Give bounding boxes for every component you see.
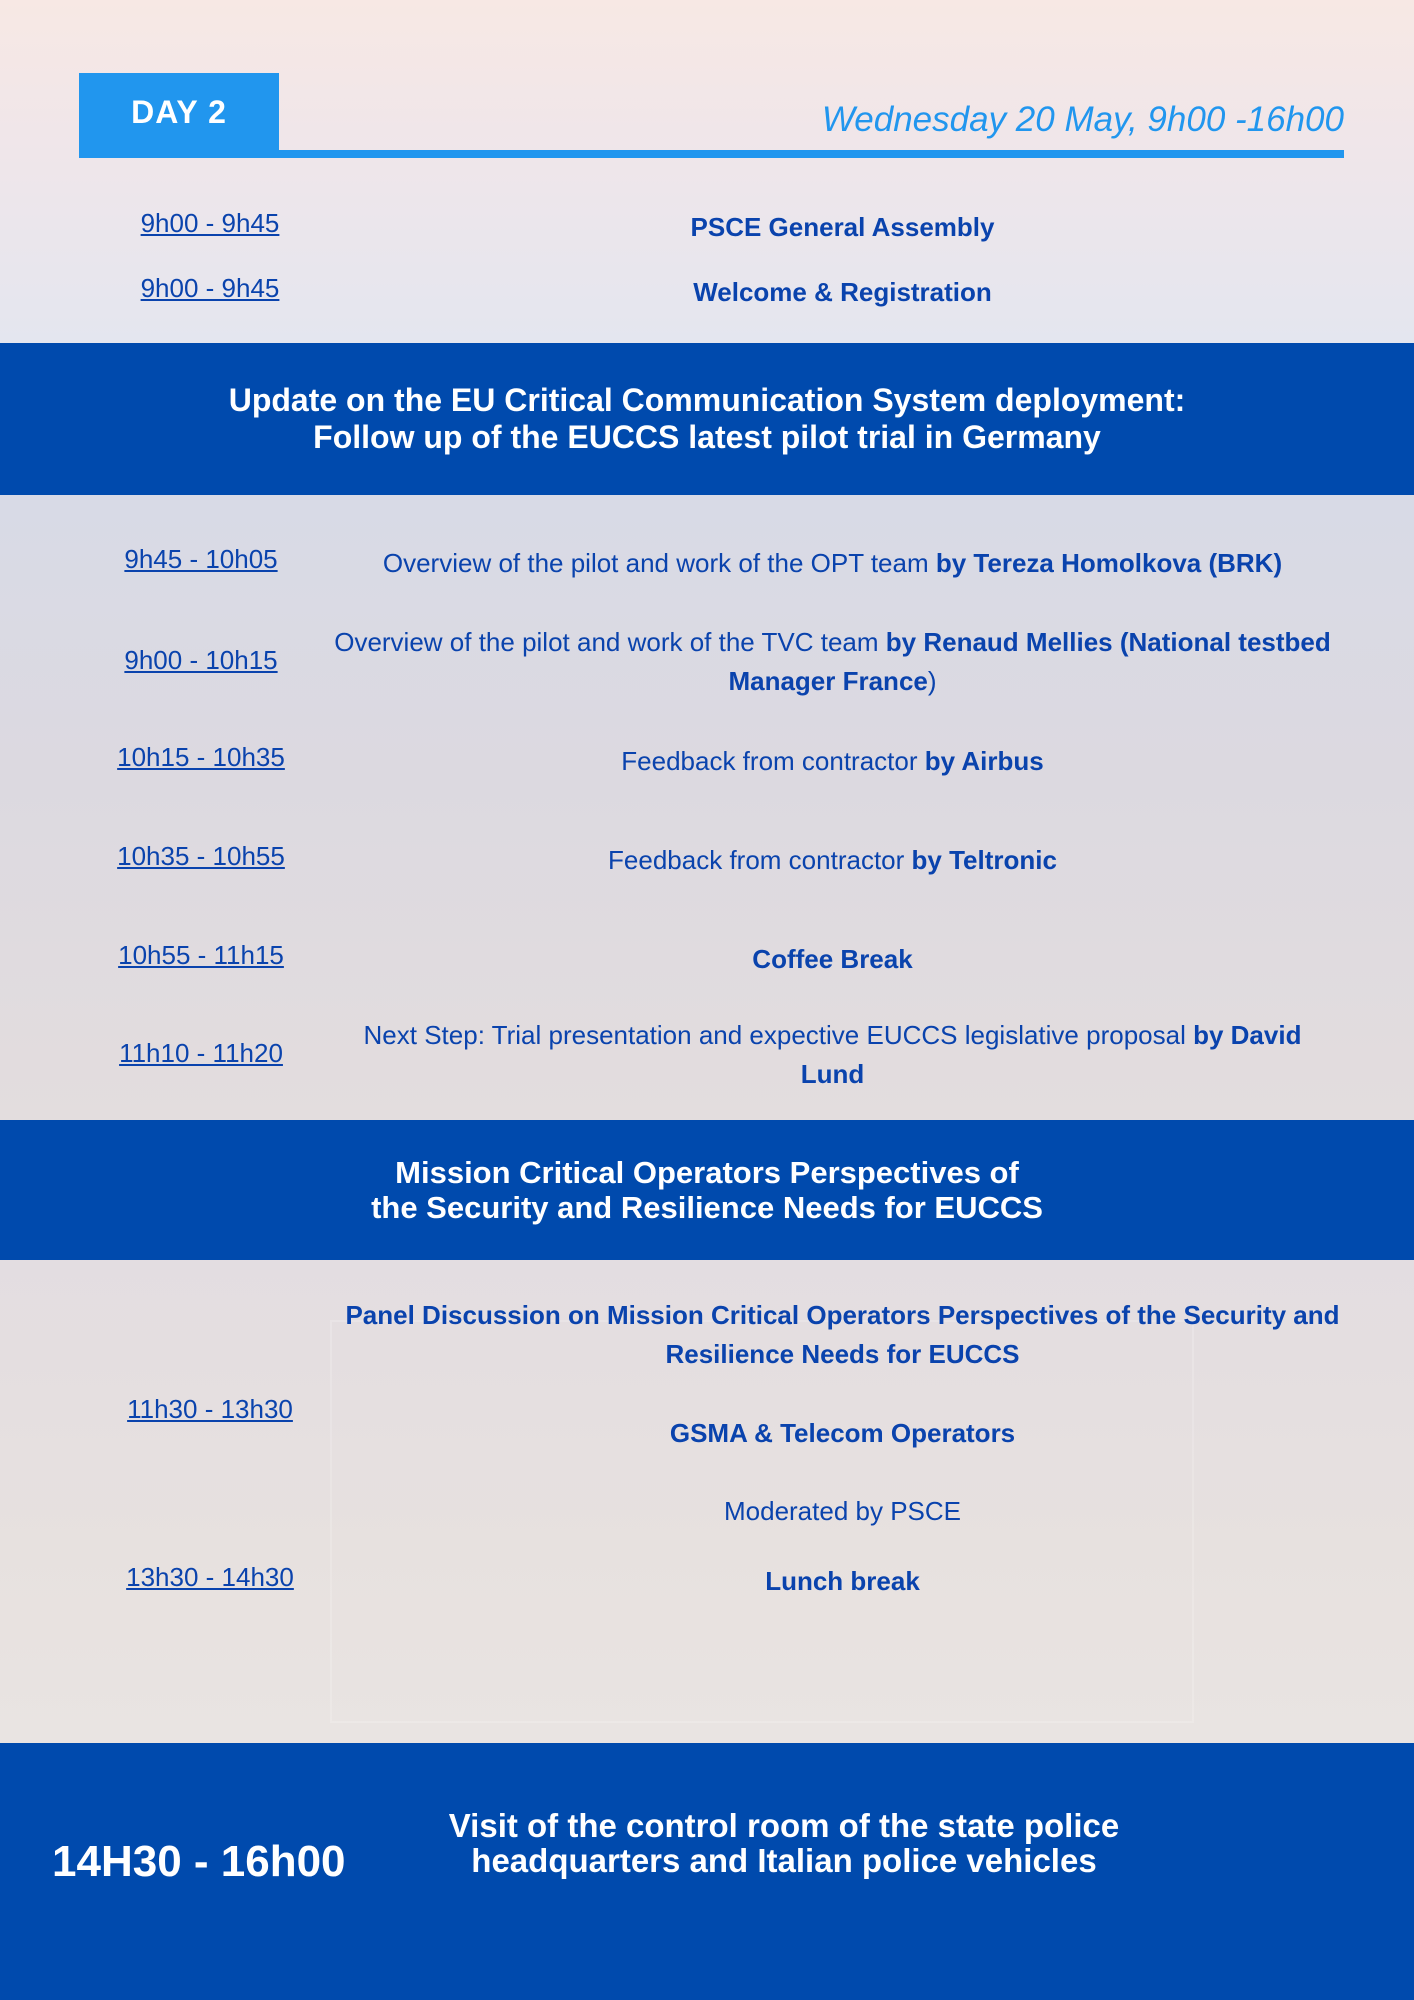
section-title-line: Mission Critical Operators Perspectives of bbox=[395, 1155, 1019, 1190]
time-link[interactable]: 10h55 - 11h15 bbox=[118, 940, 284, 970]
session-title: PSCE General Assembly bbox=[690, 212, 995, 242]
section-title-line: Update on the EU Critical Communication System deployment: bbox=[228, 382, 1186, 418]
agenda-row bbox=[0, 623, 1414, 703]
panel-participants: GSMA & Telecom Operators bbox=[669, 1418, 1016, 1448]
speaker: by Teltronic bbox=[911, 845, 1057, 875]
time-link[interactable]: 9h00 - 10h15 bbox=[124, 645, 278, 675]
speaker: by Tereza Homolkova (BRK) bbox=[935, 548, 1283, 578]
speaker: by Renaud Mellies (National testbed Manager France bbox=[728, 627, 1331, 696]
session-title: Overview of the pilot and work of the TVC team by Renaud Mellies (National testbed Manager France) bbox=[334, 627, 1331, 696]
lunch-break: Lunch break bbox=[765, 1566, 920, 1596]
panel-moderator: Moderated by PSCE bbox=[723, 1496, 961, 1526]
agenda-row bbox=[0, 1562, 1414, 1602]
agenda-row bbox=[0, 273, 1414, 313]
closing-title bbox=[404, 1808, 1164, 1878]
section-banner bbox=[0, 343, 1414, 495]
time-link[interactable]: 9h00 - 9h45 bbox=[140, 273, 280, 303]
day-date: Wednesday 20 May, 9h00 -16h00 bbox=[821, 100, 1344, 139]
closing-time: 14H30 - 16h00 bbox=[52, 1837, 346, 1886]
agenda-row bbox=[0, 841, 1414, 881]
speaker: by David Lund bbox=[800, 1020, 1302, 1089]
time-link[interactable]: 10h15 - 10h35 bbox=[117, 742, 285, 772]
agenda-row bbox=[0, 1016, 1414, 1096]
time-link[interactable]: 9h00 - 9h45 bbox=[140, 208, 280, 238]
section-title-line: the Security and Resilience Needs for EUCCS bbox=[371, 1190, 1043, 1225]
header-divider bbox=[79, 150, 1344, 158]
session-title: Feedback from contractor by Airbus bbox=[621, 746, 1044, 776]
coffee-break: Coffee Break bbox=[752, 944, 913, 974]
section-banner bbox=[0, 1120, 1414, 1260]
section-title-line: Follow up of the EUCCS latest pilot trial in Germany bbox=[313, 419, 1101, 455]
session-title: Overview of the pilot and work of the OPT team by Tereza Homolkova (BRK) bbox=[382, 548, 1283, 578]
session-title bbox=[330, 940, 1335, 979]
agenda-row bbox=[0, 940, 1414, 980]
agenda-row bbox=[0, 208, 1414, 248]
time-link[interactable]: 13h30 - 14h30 bbox=[126, 1562, 294, 1592]
session-title: Feedback from contractor by Teltronic bbox=[608, 845, 1057, 875]
session-title: Welcome & Registration bbox=[693, 277, 992, 307]
session-title: Next Step: Trial presentation and expective EUCCS legislative proposal by David Lund bbox=[363, 1020, 1302, 1089]
panel-title: Panel Discussion on Mission Critical Operators Perspectives of the Security and Resilience Needs for EUCCS bbox=[345, 1300, 1340, 1369]
time-link[interactable]: 10h35 - 10h55 bbox=[117, 841, 285, 871]
panel-session bbox=[0, 1296, 1414, 1526]
day-label: DAY 2 bbox=[79, 73, 279, 151]
agenda-row bbox=[0, 544, 1414, 584]
closing-title-line: headquarters and Italian police vehicles bbox=[471, 1842, 1097, 1879]
time-link[interactable]: 9h45 - 10h05 bbox=[124, 544, 278, 574]
time-link[interactable]: 11h10 - 11h20 bbox=[119, 1038, 283, 1068]
time-link[interactable]: 11h30 - 13h30 bbox=[127, 1394, 293, 1424]
closing-banner bbox=[0, 1743, 1414, 2000]
agenda-row bbox=[0, 742, 1414, 782]
closing-title-line: Visit of the control room of the state police bbox=[448, 1807, 1120, 1844]
speaker: by Airbus bbox=[924, 746, 1044, 776]
